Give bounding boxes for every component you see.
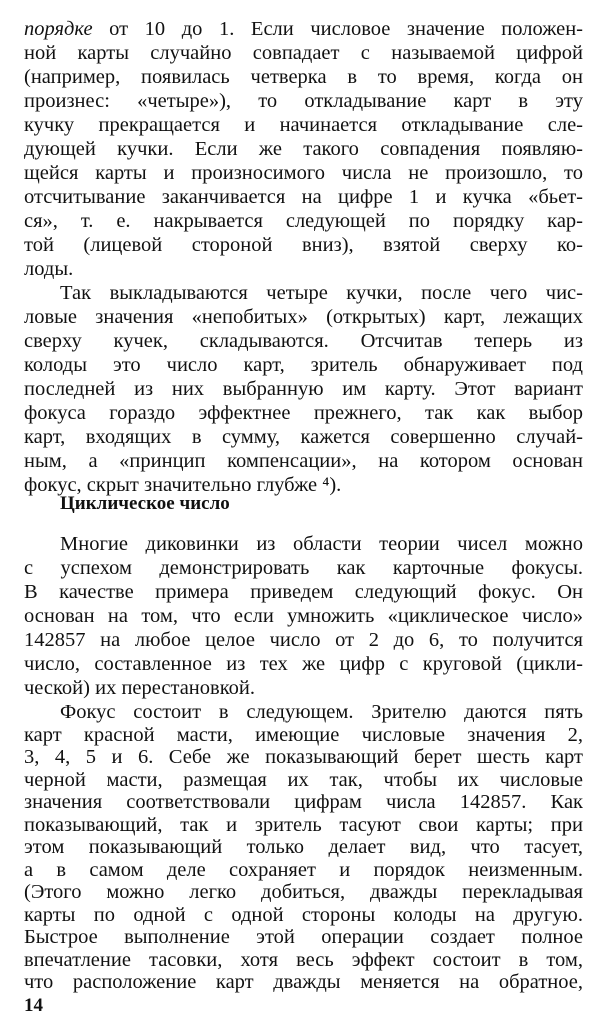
text-line: значения соответствовали цифрам числа 142857. Как [24, 791, 583, 813]
text-line: Фокус состоит в следующем. Зрителю даются пять [60, 701, 583, 723]
text-line: 142857 на любое целое число от 2 до 6, то получится [24, 629, 583, 651]
text-line: фокус, скрыт значительно глубже ⁴). [24, 474, 342, 496]
text-line: ся», т. е. накрывается следующей по порядку кар- [24, 210, 583, 232]
text-line: карт красной масти, имеющие числовые значения 2, [24, 723, 583, 746]
text-line: ловые значения «непобитых» (открытых) карт, лежащих [24, 306, 583, 328]
text-line: а в самом деле сохраняет и порядок неизменным. [24, 858, 583, 881]
text-line: В качестве примера приведем следующий фокус. Он [24, 581, 583, 603]
text-line: колоды это число карт, зритель обнаруживает под [24, 354, 583, 376]
text-line: той (лицевой стороной вниз), взятой сверху ко- [24, 234, 583, 256]
text-line: (Этого можно легко добиться, дважды перекладывая [24, 881, 583, 903]
text-line [24, 17, 583, 41]
text-line: Многие диковинки из области теории чисел можно [60, 533, 583, 555]
text-line: ческой) их перестановкой. [24, 677, 255, 699]
text-line-rest: от 10 до 1. Если числовое значение положен- [92, 18, 583, 40]
section-heading: Циклическое число [60, 493, 230, 514]
text-line: впечатление тасовки, хотя весь эффект состоит в том, [24, 948, 583, 971]
text-line: ной карты случайно совпадает с называемой цифрой [24, 42, 583, 64]
italic-word: порядке [24, 18, 93, 40]
text-line: ным, а «принцип компенсации», на котором основан [24, 450, 583, 472]
text-line: отсчитывание заканчивается на цифре 1 и кучка «бьет- [24, 186, 583, 208]
text-line: лоды. [24, 258, 74, 280]
text-line: фокуса гораздо эффектнее прежнего, так как выбор [24, 402, 583, 424]
text-line: черной масти, размещая их так, чтобы их числовые [24, 768, 583, 791]
text-line: щейся карты и произносимого числа не произошло, то [24, 162, 583, 184]
text-line-final: что расположение карт дважды меняется на обратное, [24, 971, 583, 993]
text-line: дующей кучки. Если же такого совпадения появляю- [24, 138, 583, 160]
text-line: этом показывающий только делает вид, что тасует, [24, 836, 583, 858]
text-line: Так выкладываются четыре кучки, после чего чис- [60, 282, 583, 304]
page-number: 14 [24, 995, 43, 1016]
text-line: кучку прекращается и начинается откладывание сле- [24, 114, 583, 136]
text-line: число, составленное из тех же цифр с круговой (цикли- [24, 653, 583, 675]
text-line: 3, 4, 5 и 6. Себе же показывающий берет шесть карт [24, 746, 583, 768]
text-line: Быстрое выполнение этой операции создает полное [24, 926, 583, 948]
text-line: произнес: «четыре»), то откладывание карт в эту [24, 90, 583, 112]
text-line: (например, появилась четверка в то время, когда он [24, 66, 583, 88]
text-line: с успехом демонстрировать как карточные фокусы. [24, 557, 583, 579]
text-line: последней из них выбранную им карту. Этот вариант [24, 378, 583, 400]
text-line: карты по одной с одной стороны колоды на другую. [24, 903, 583, 926]
text-line: основан на том, что если умножить «циклическое число» [24, 605, 583, 627]
text-line: показывающий, так и зритель тасуют свои карты; при [24, 813, 583, 836]
text-line: карт, входящих в сумму, кажется совершенно случай- [24, 426, 583, 448]
text-line: сверху кучек, складываются. Отсчитав теперь из [24, 330, 583, 352]
